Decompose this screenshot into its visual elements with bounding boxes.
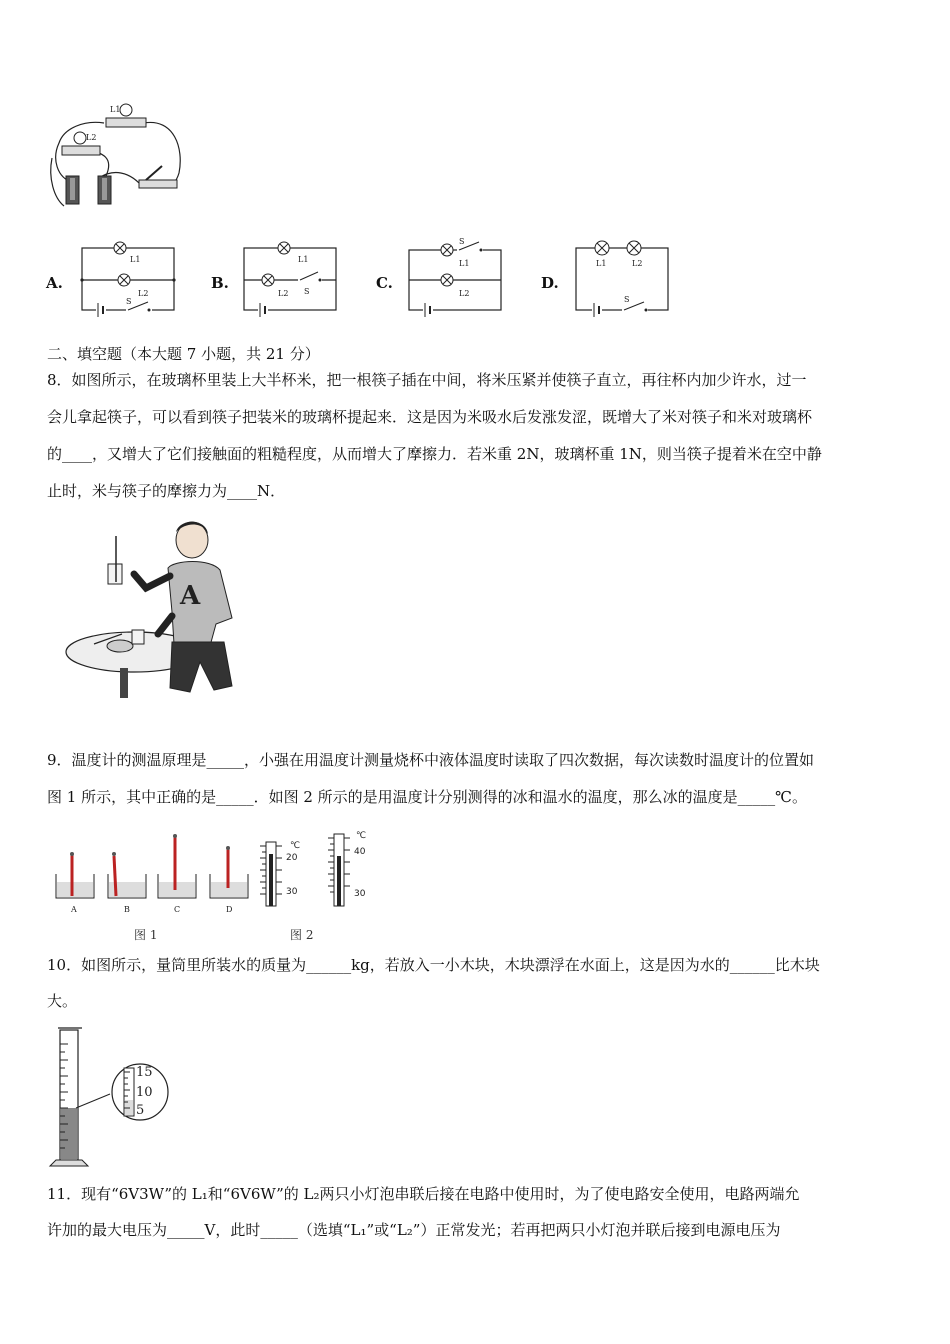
svg-text:A: A	[180, 581, 201, 611]
option-c-letter: C.	[376, 274, 393, 292]
thermo1-unit: ℃	[290, 841, 301, 851]
option-b-circuit	[240, 240, 340, 320]
thermometer-ice	[260, 841, 300, 906]
beaker-label-a: A	[71, 905, 77, 914]
a-l1: L1	[130, 255, 141, 264]
q8-line-2: 会儿拿起筷子，可以看到筷子把装米的玻璃杯提起来．这是因为米吸水后发涨发涩，既增大了米对筷子和米对玻璃杯	[47, 408, 813, 426]
boy-chopstick-figure	[64, 516, 244, 700]
beaker-d	[210, 846, 248, 898]
q10-line-1: 10．如图所示，量筒里所装水的质量为______kg，若放入一小木块，木块漂浮在水面上，这是因为水的______比木块	[47, 956, 820, 974]
l1-label: L1	[110, 105, 121, 114]
d-l2: L2	[632, 259, 643, 268]
q10-line-2: 大。	[47, 992, 78, 1010]
option-a-letter: A.	[46, 274, 63, 292]
b-l2: L2	[278, 289, 289, 298]
option-c-circuit	[405, 236, 505, 320]
thermo1-tick-30: 30	[286, 887, 298, 897]
figure-2-caption: 图 2	[290, 928, 314, 942]
thermo2-tick-30: 30	[354, 889, 366, 899]
b-switch: S	[304, 287, 310, 296]
q9-line-2: 图 1 所示，其中正确的是_____．如图 2 所示的是用温度计分别测得的冰和温水的温度，那么冰的温度是_____℃。	[47, 788, 807, 806]
beaker-c	[158, 834, 196, 898]
a-switch: S	[126, 297, 132, 306]
q8-line-1: 8．如图所示，在玻璃杯里装上大半杯米，把一根筷子插在中间，将米压紧并使筷子直立，再往杯内加少许水，过一	[47, 371, 807, 389]
option-b-letter: B.	[211, 274, 229, 292]
d-switch: S	[624, 295, 630, 304]
cyl-tick-15: 15	[136, 1065, 153, 1080]
thermo2-tick-40: 40	[354, 847, 366, 857]
l2-label: L2	[86, 133, 97, 142]
c-l1: L1	[459, 259, 470, 268]
measuring-cylinder-figure	[46, 1024, 176, 1172]
a-l2: L2	[138, 289, 149, 298]
q11-line-2: 许加的最大电压为_____V，此时_____（选填“L₁”或“L₂”）正常发光；若再把两只小灯泡并联后接到电源电压为	[47, 1221, 781, 1239]
physical-circuit-figure	[44, 98, 194, 210]
beaker-b	[108, 852, 146, 898]
q8-line-3: 的____，又增大了它们接触面的粗糙程度，从而增大了摩擦力．若米重 2N，玻璃杯重 1N，则当筷子提着米在空中静	[47, 445, 822, 463]
figure-1-caption: 图 1	[134, 928, 158, 942]
q11-line-1: 11．现有“6V3W”的 L₁和“6V6W”的 L₂两只小灯泡串联后接在电路中使用时，为了使电路安全使用，电路两端允	[47, 1185, 800, 1203]
beaker-label-c: C	[174, 905, 181, 914]
section-heading: 二、填空题（本大题 7 小题，共 21 分）	[47, 345, 320, 363]
q9-line-1: 9．温度计的测温原理是_____，小强在用温度计测量烧杯中液体温度时读取了四次数据，每次读数时温度计的位置如	[47, 751, 815, 769]
b-l1: L1	[298, 255, 309, 264]
beaker-label-d: D	[226, 905, 233, 914]
beaker-a	[56, 852, 94, 898]
option-d-letter: D.	[541, 274, 559, 292]
thermo2-unit: ℃	[356, 831, 367, 841]
q8-line-4: 止时，米与筷子的摩擦力为____N．	[47, 482, 286, 500]
beaker-label-b: B	[124, 905, 130, 914]
cyl-tick-10: 10	[136, 1085, 153, 1100]
c-switch: S	[459, 237, 465, 246]
thermo1-tick-20: 20	[286, 853, 298, 863]
thermometer-warm-water	[328, 831, 366, 906]
option-d-circuit	[572, 236, 672, 320]
option-a-circuit	[78, 240, 178, 320]
cyl-tick-5: 5	[136, 1103, 145, 1118]
c-l2: L2	[459, 289, 470, 298]
d-l1: L1	[596, 259, 607, 268]
thermometer-figure	[50, 826, 380, 944]
